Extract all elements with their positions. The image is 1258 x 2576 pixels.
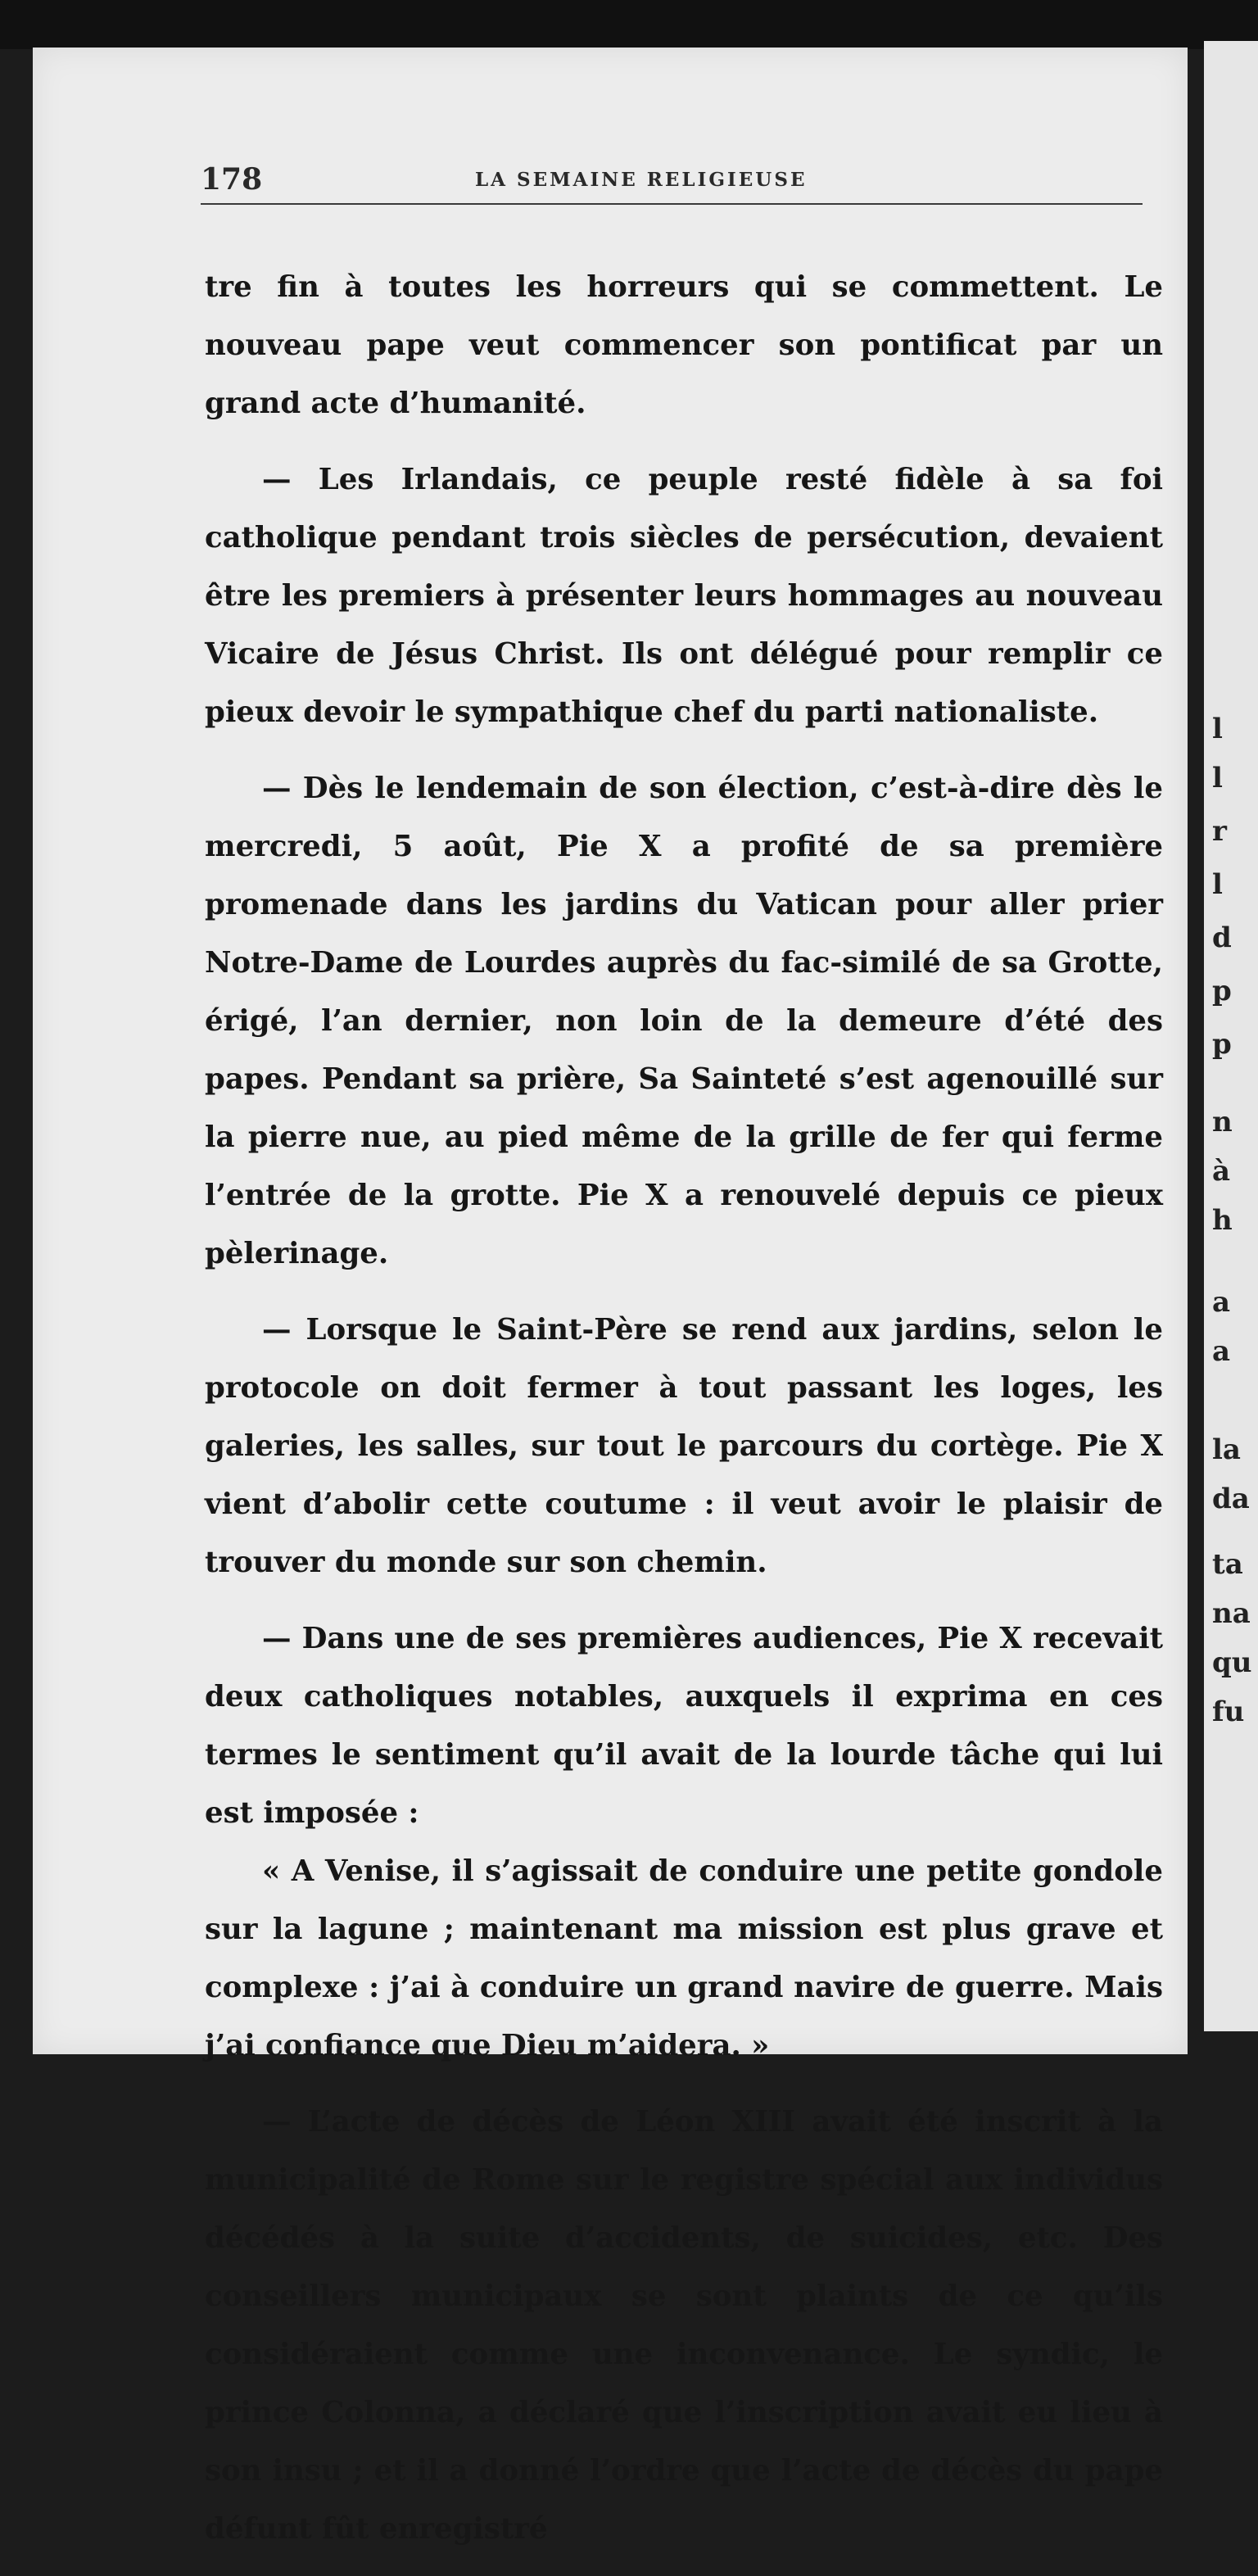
paragraph-irlandais: — Les Irlandais, ce peuple resté fidèle à sa foi catholique pendant trois siècles de persécution, devaient être les premiers à présenter leurs hommages au nouveau Vicaire de Jésus Christ. Ils ont délégué pour remplir ce pieux devoir le sympathique chef du parti nationaliste. [205,463,1163,729]
facing-page-fragment: da [1212,1483,1250,1515]
facing-page-fragment: l [1212,868,1223,901]
running-title: LA SEMAINE RELIGIEUSE [475,169,808,191]
facing-page-fragment: p [1212,975,1232,1007]
facing-page-fragment: n [1212,1106,1233,1139]
facing-page-fragment: la [1212,1433,1241,1466]
facing-page-fragment: d [1212,921,1232,954]
paragraph-acte-deces: — L’acte de décès de Léon XIII avait été inscrit à la municipalité de Rome sur le registre spécial aux individus décédés à la suite d’accidents, de suicides, etc. Des conseillers municipaux se sont plaints de ce qu’ils considéraient comme une inconvenance. Le syndic, le prince Colonna, a déclaré que l’inscription avait eu lieu à son insu ; et il a donné l’ordre que l’acte de décès du pape défunt fût enregistré [205,2105,1163,2546]
facing-page-edge [1204,41,1258,2031]
facing-page-fragment: a [1212,1286,1231,1319]
paragraph-continuation: tre fin à toutes les horreurs qui se commettent. Le nouveau pape veut commencer son pontificat par un grand acte d’humanité. [205,270,1163,420]
facing-page-fragment: p [1212,1028,1232,1061]
facing-page-fragment: à [1212,1155,1231,1188]
facing-page-fragment: l [1212,713,1223,745]
scan-border [0,0,1258,49]
paragraph-jardins: — Lorsque le Saint-Père se rend aux jardins, selon le protocole on doit fermer à tout passant les loges, les galeries, les salles, sur tout le parcours du cortège. Pie X vient d’abolir cette coutume : il veut avoir le plaisir de trouver du monde sur son chemin. [205,1313,1163,1579]
facing-page-fragment: a [1212,1335,1231,1368]
facing-page-fragment: h [1212,1204,1233,1237]
page-number: 178 [201,162,263,197]
paragraph-lourdes: — Dès le lendemain de son élection, c’est-à-dire dès le mercredi, 5 août, Pie X a profité de sa première promenade dans les jardins du Vatican pour aller prier Notre-Dame de Lourdes auprès du fac-similé de sa Grotte, érigé, l’an dernier, non loin de la demeure d’été des papes. Pendant sa prière, Sa Sainteté s’est agenouillé sur la pierre nue, au pied même de la grille de fer qui ferme l’entrée de la grotte. Pie X a renouvelé depuis ce pieux pèlerinage. [205,772,1163,1270]
facing-page-fragment: na [1212,1597,1251,1630]
header-rule [201,203,1143,205]
paragraph-quote: « A Venise, il s’agissait de conduire une petite gondole sur la lagune ; maintenant ma mission est plus grave et complexe : j’ai à conduire un grand navire de guerre. Mais j’ai confiance que Dieu m’aidera. » [205,1854,1163,2062]
facing-page-fragment: fu [1212,1695,1245,1728]
facing-page-fragment: l [1212,762,1223,795]
facing-page-fragment: qu [1212,1646,1252,1679]
paragraph-audiences: — Dans une de ses premières audiences, Pie X recevait deux catholiques notables, auxquels il exprima en ces termes le sentiment qu’il avait de la lourde tâche qui lui est imposée : [205,1622,1163,1830]
body-text [205,258,1163,2576]
page-header [164,156,1147,205]
facing-page-fragment: ta [1212,1548,1243,1581]
facing-page-fragment: r [1212,815,1227,848]
